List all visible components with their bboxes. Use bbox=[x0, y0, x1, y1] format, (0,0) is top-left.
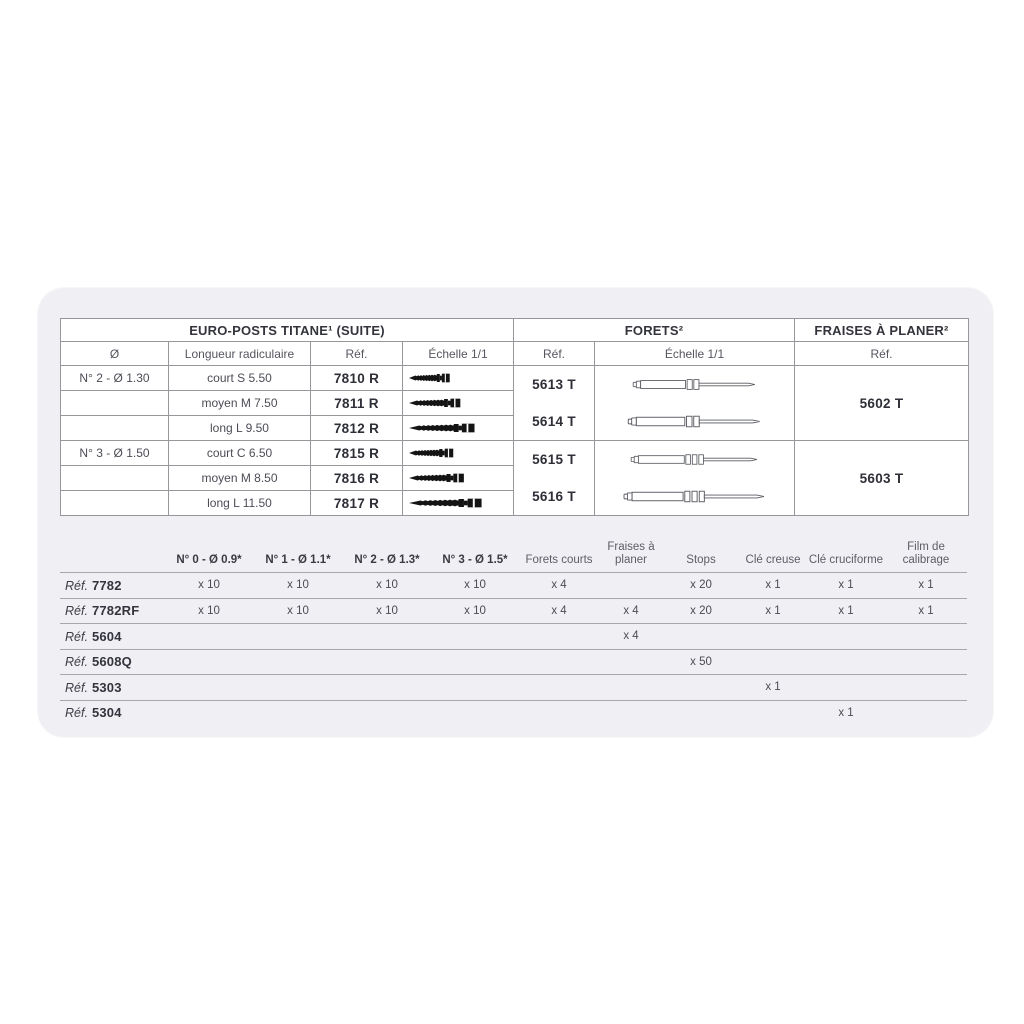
ref-number: 5604 bbox=[91, 628, 122, 644]
foret-ref: 5616 T bbox=[532, 489, 576, 504]
qty-cell: x 10 bbox=[198, 604, 220, 617]
length-cell: moyen M 8.50 bbox=[169, 466, 311, 491]
qty-cell: x 4 bbox=[623, 604, 639, 617]
catalog-card bbox=[38, 288, 993, 737]
qty-cell: x 10 bbox=[198, 579, 220, 592]
length-cell: court S 5.50 bbox=[169, 366, 311, 391]
kit-ref-label bbox=[60, 654, 165, 669]
kit-ref-label bbox=[60, 629, 165, 644]
ref-cell: 7811 R bbox=[311, 391, 403, 416]
screw-icon bbox=[409, 472, 471, 484]
ref-number: 7782 bbox=[91, 577, 122, 593]
qty-cell: x 10 bbox=[287, 604, 309, 617]
column-header-row bbox=[61, 342, 969, 366]
forets-ref-cell bbox=[514, 366, 595, 441]
kit-header: N° 3 - Ø 1.5* bbox=[442, 554, 508, 567]
scale-cell bbox=[403, 366, 514, 391]
table-row bbox=[60, 572, 967, 598]
length-cell: long L 11.50 bbox=[169, 491, 311, 516]
kit-header-row bbox=[60, 535, 967, 572]
ref-number: 5303 bbox=[91, 679, 122, 695]
ref-cell: 7816 R bbox=[311, 466, 403, 491]
qty-cell: x 10 bbox=[464, 604, 486, 617]
ref-cell: 7812 R bbox=[311, 416, 403, 441]
qty-cell: x 20 bbox=[690, 579, 712, 592]
group-header-fraises: FRAISES À PLANER² bbox=[795, 319, 969, 342]
qty-cell: x 50 bbox=[690, 655, 712, 668]
diameter-cell: N° 2 - Ø 1.30 bbox=[61, 366, 169, 391]
kit-ref-label bbox=[60, 603, 165, 618]
qty-cell: x 1 bbox=[838, 604, 854, 617]
kit-header: Clé creuse bbox=[745, 554, 801, 567]
table-row bbox=[60, 623, 967, 649]
diameter-cell bbox=[61, 416, 169, 441]
col-header-ref-forets: Réf. bbox=[514, 342, 595, 366]
table-row bbox=[61, 441, 969, 466]
ref-prefix: Réf. bbox=[65, 655, 88, 670]
kit-header: N° 0 - Ø 0.9* bbox=[176, 554, 242, 567]
kit-ref-label bbox=[60, 705, 165, 720]
group-header-forets: FORETS² bbox=[514, 319, 795, 342]
scale-cell bbox=[403, 441, 514, 466]
qty-cell: x 20 bbox=[690, 604, 712, 617]
qty-cell: x 1 bbox=[918, 579, 934, 592]
kit-header: Stops bbox=[686, 554, 716, 567]
scale-cell bbox=[403, 491, 514, 516]
kit-header: Forets courts bbox=[525, 554, 593, 567]
screw-icon bbox=[409, 422, 483, 434]
drill-icon bbox=[621, 413, 769, 430]
foret-ref: 5614 T bbox=[532, 414, 576, 429]
kit-header: Clé cruciforme bbox=[808, 554, 884, 567]
kit-ref-label bbox=[60, 680, 165, 695]
diameter-cell: N° 3 - Ø 1.50 bbox=[61, 441, 169, 466]
foret-ref: 5613 T bbox=[532, 377, 576, 392]
group-header-euro-posts: EURO-POSTS TITANE¹ (SUITE) bbox=[61, 319, 514, 342]
qty-cell: x 10 bbox=[376, 604, 398, 617]
qty-cell: x 10 bbox=[464, 579, 486, 592]
screw-icon bbox=[409, 447, 459, 459]
scale-cell bbox=[403, 416, 514, 441]
qty-cell: x 1 bbox=[838, 706, 854, 719]
diameter-cell bbox=[61, 491, 169, 516]
diameter-cell bbox=[61, 466, 169, 491]
kit-ref-label bbox=[60, 578, 165, 593]
table-row bbox=[61, 366, 969, 391]
group-header-row bbox=[61, 319, 969, 342]
ref-cell: 7810 R bbox=[311, 366, 403, 391]
foret-ref: 5615 T bbox=[532, 452, 576, 467]
scale-cell bbox=[403, 391, 514, 416]
diameter-cell bbox=[61, 391, 169, 416]
qty-cell: x 4 bbox=[623, 630, 639, 643]
kit-header: N° 1 - Ø 1.1* bbox=[265, 554, 331, 567]
ref-cell: 7817 R bbox=[311, 491, 403, 516]
ref-prefix: Réf. bbox=[65, 706, 88, 721]
ref-number: 5304 bbox=[91, 705, 122, 721]
qty-cell: x 1 bbox=[838, 579, 854, 592]
products-table bbox=[60, 318, 969, 516]
drill-icon bbox=[632, 376, 758, 393]
kit-header: Film de calibrage bbox=[902, 541, 950, 567]
drill-icon bbox=[619, 488, 771, 505]
length-cell: court C 6.50 bbox=[169, 441, 311, 466]
ref-prefix: Réf. bbox=[65, 680, 88, 695]
qty-cell: x 1 bbox=[765, 604, 781, 617]
ref-prefix: Réf. bbox=[65, 604, 88, 619]
drill-icon bbox=[630, 451, 760, 468]
fraises-ref-cell: 5603 T bbox=[795, 441, 969, 516]
qty-cell: x 10 bbox=[376, 579, 398, 592]
kit-header: N° 2 - Ø 1.3* bbox=[354, 554, 420, 567]
ref-number: 5608Q bbox=[91, 654, 132, 670]
screw-icon bbox=[409, 372, 455, 384]
forets-scale-cell bbox=[595, 366, 795, 441]
table-row bbox=[60, 649, 967, 675]
col-header-diameter: Ø bbox=[61, 342, 169, 366]
kit-header: Fraises à planer bbox=[607, 541, 655, 567]
forets-ref-cell bbox=[514, 441, 595, 516]
qty-cell: x 1 bbox=[765, 579, 781, 592]
col-header-scale-posts: Échelle 1/1 bbox=[403, 342, 514, 366]
col-header-length: Longueur radiculaire bbox=[169, 342, 311, 366]
length-cell: long L 9.50 bbox=[169, 416, 311, 441]
scale-cell bbox=[403, 466, 514, 491]
table-row bbox=[60, 674, 967, 700]
screw-icon bbox=[409, 397, 467, 409]
qty-cell: x 10 bbox=[287, 579, 309, 592]
table-row bbox=[60, 598, 967, 624]
ref-cell: 7815 R bbox=[311, 441, 403, 466]
col-header-ref-fraises: Réf. bbox=[795, 342, 969, 366]
qty-cell: x 4 bbox=[551, 579, 567, 592]
qty-cell: x 1 bbox=[765, 681, 781, 694]
table-row bbox=[60, 700, 967, 726]
ref-prefix: Réf. bbox=[65, 629, 88, 644]
length-cell: moyen M 7.50 bbox=[169, 391, 311, 416]
col-header-scale-forets: Échelle 1/1 bbox=[595, 342, 795, 366]
qty-cell: x 1 bbox=[918, 604, 934, 617]
kit-contents-table bbox=[60, 535, 967, 725]
ref-number: 7782RF bbox=[91, 603, 140, 619]
ref-prefix: Réf. bbox=[65, 578, 88, 593]
qty-cell: x 4 bbox=[551, 604, 567, 617]
kit-header-empty bbox=[60, 567, 165, 572]
fraises-ref-cell: 5602 T bbox=[795, 366, 969, 441]
forets-scale-cell bbox=[595, 441, 795, 516]
screw-icon bbox=[409, 497, 491, 509]
col-header-ref-posts: Réf. bbox=[311, 342, 403, 366]
